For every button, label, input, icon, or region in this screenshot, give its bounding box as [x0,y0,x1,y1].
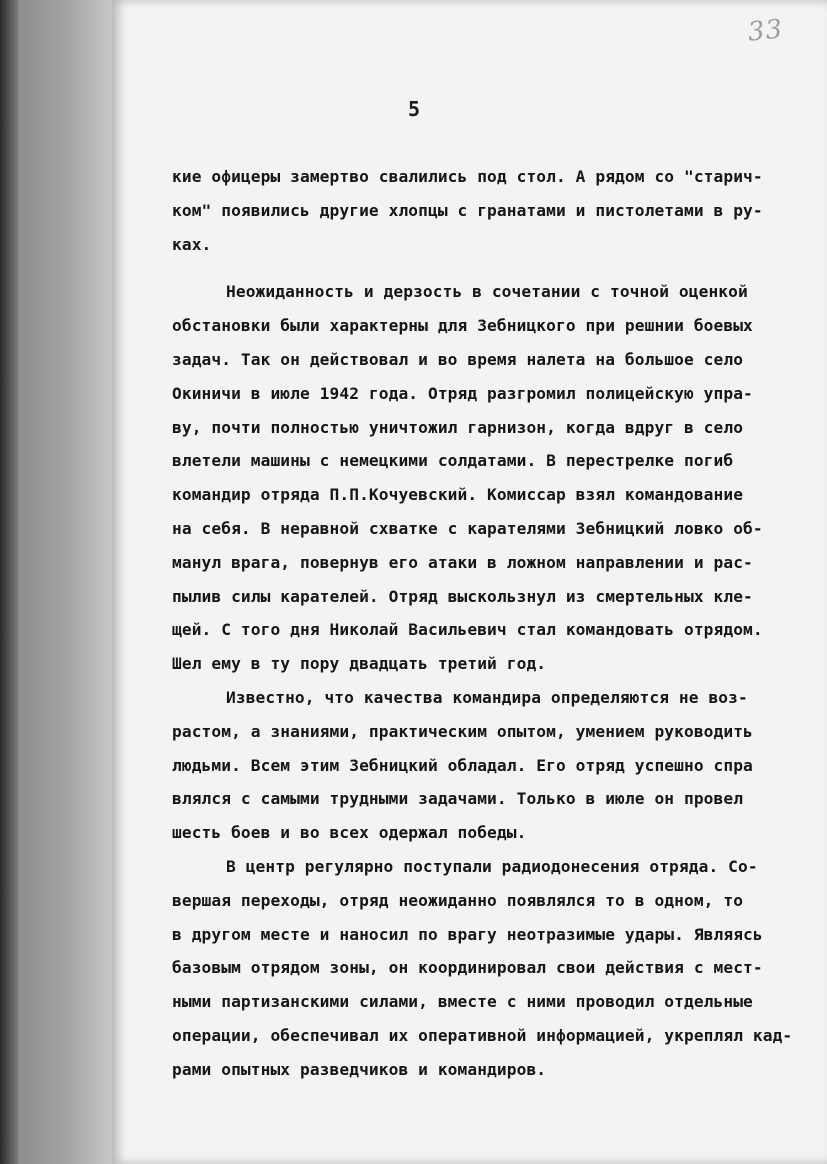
text-line: вершая переходы, отряд неожиданно появлялся то в одном, то [172,890,744,910]
text-line: ках. [172,234,212,254]
archive-page-number: 33 [746,14,785,48]
text-line: ком" появились другие хлопцы с гранатами и пистолетами в ру- [172,200,763,220]
text-line: манул врага, повернув его атаки в ложном направлении и рас- [172,552,753,572]
text-line: Шел ему в ту пору двадцать третий год. [172,654,547,674]
text-line: пылив силы карателей. Отряд выскользнул из смертельных кле- [172,586,753,606]
text-line: влялся с самыми трудными задачами. Только в июле он провел [172,789,744,809]
text-line: ными партизанскими силами, вместе с ними проводил отдельные [172,992,753,1012]
body-text [172,160,793,1087]
text-line: рами опытных разведчиков и командиров. [172,1059,547,1079]
text-line: растом, а знаниями, практическим опытом, умением руководить [172,721,753,741]
text-line: Известно, что качества командира определяются не воз- [226,687,748,707]
paragraph [172,850,793,1087]
text-line: людьми. Всем этим Зебницкий обладал. Его отряд успешно спра [172,755,753,775]
binding-shadow [18,0,114,1164]
text-line: командир отряда П.П.Кочуевский. Комиссар взял командование [172,485,744,505]
paragraph [172,681,782,850]
text-line: шесть боев и во всех одержал победы. [172,823,527,843]
text-line: на себя. В неравной схватке с карателями Зебницкий ловко об- [172,518,763,538]
text-line: щей. С того дня Николай Васильевич стал командовать отрядом. [172,620,763,640]
text-line: влетели машины с немецкими солдатами. В перестрелке погиб [172,451,734,471]
text-line: базовым отрядом зоны, он координировал свои действия с мест- [172,958,763,978]
text-line: ву, почти полностью уничтожил гарнизон, когда вдруг в село [172,417,744,437]
text-line: кие офицеры замертво свалились под стол. А рядом со "старич- [172,167,763,186]
page-number: 5 [408,97,421,121]
text-line: обстановки были характерны для Зебницкого при решнии боевых [172,316,753,336]
paragraph [172,275,782,681]
paragraph [172,160,782,261]
text-line: В центр регулярно поступали радиодонесения отряда. Со- [226,856,758,876]
text-line: Неожиданность и дерзость в сочетании с точной оценкой [226,282,748,302]
text-line: в другом месте и наносил по врагу неотразимые удары. Являясь [172,924,763,944]
scan-edge [0,0,18,1164]
text-line: задач. Так он действовал и во время налета на большое село [172,349,744,369]
text-line: операции, обеспечивал их оперативной информацией, укреплял кад- [172,1025,793,1045]
text-line: Окиничи в июле 1942 года. Отряд разгромил полицейскую упра- [172,383,753,403]
